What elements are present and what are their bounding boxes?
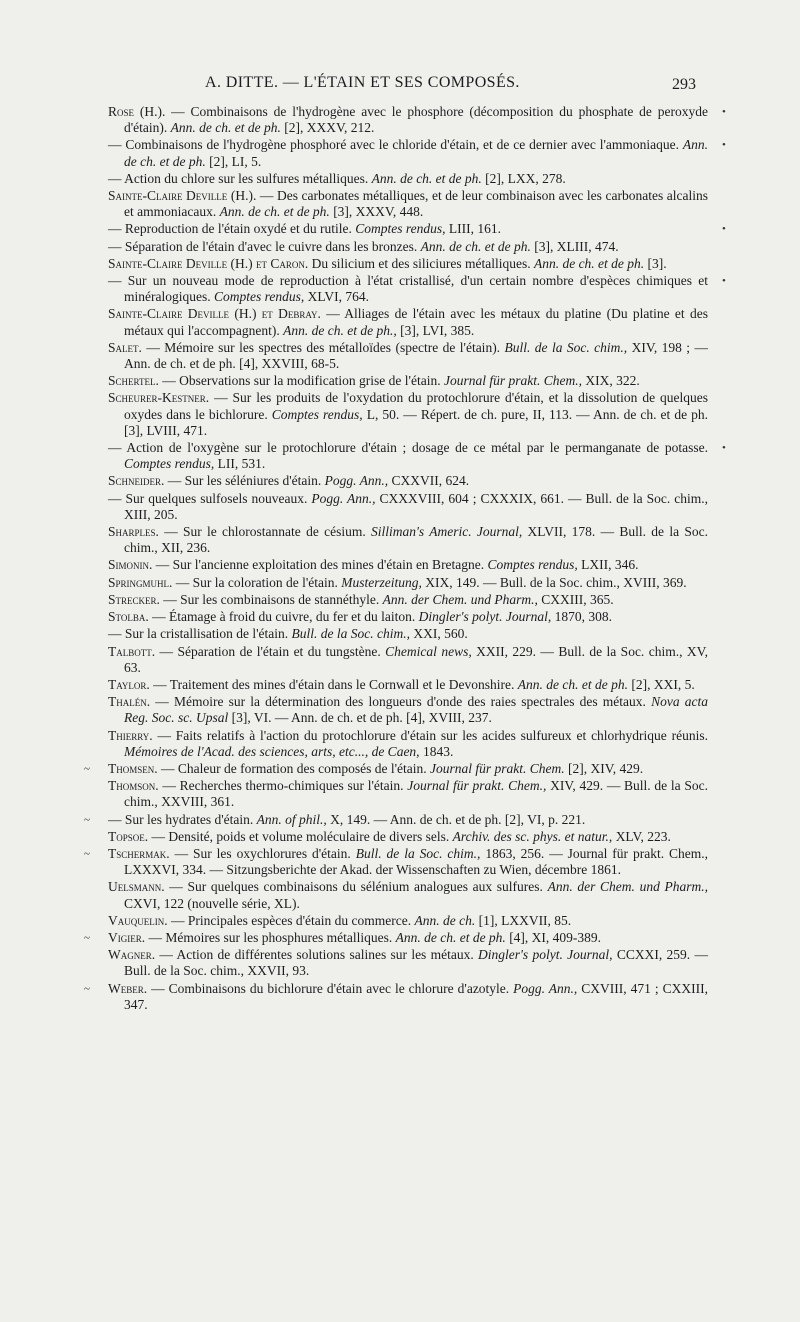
entry-source: Pogg. Ann., bbox=[311, 490, 376, 506]
bibliography-entry bbox=[108, 557, 708, 573]
entry-author: Scheurer-Kestner. bbox=[108, 390, 210, 406]
entry-title: — Séparation de l'étain et du tungstène. bbox=[155, 643, 386, 659]
entry-title: — Combinaisons du bichlorure d'étain avec le chlorure d'azotyle. bbox=[147, 980, 514, 996]
bibliography-entry bbox=[108, 913, 708, 929]
entry-author: Thierry. bbox=[108, 727, 153, 743]
entry-author: Tschermak. bbox=[108, 845, 170, 861]
entry-author: Stolba. bbox=[108, 609, 149, 625]
entry-reference: XLVII, 178. — Bull. de la Soc. chim., XII, 236. bbox=[124, 524, 708, 556]
entry-reference: [2], XIV, 429. bbox=[564, 760, 644, 776]
entry-author: Schneider. bbox=[108, 473, 165, 489]
entry-reference: XIX, 149. — Bull. de la Soc. chim., XVIII, 369. bbox=[421, 574, 687, 590]
entry-reference: [2], LXX, 278. bbox=[481, 170, 566, 186]
entry-source: Chemical news, bbox=[385, 643, 472, 659]
entry-author: Vauquelin. bbox=[108, 912, 168, 928]
entry-source: Ann. de ch. et de ph. bbox=[124, 137, 708, 169]
entry-reference: CXXVII, 624. bbox=[388, 473, 470, 489]
entry-title: — Principales espèces d'étain du commerce. bbox=[167, 912, 415, 928]
margin-mark: ~ bbox=[84, 983, 90, 995]
bibliography-entry bbox=[108, 188, 708, 220]
bibliography-entry bbox=[108, 829, 708, 845]
bibliography-entry bbox=[108, 104, 708, 136]
entry-reference: LIII, 161. bbox=[445, 221, 501, 237]
entry-reference: XIV, 429. — Bull. de la Soc. chim., XXVIII, 361. bbox=[124, 778, 708, 810]
entry-author: Vigier. bbox=[108, 929, 146, 945]
entry-source: Ann. de ch. et de ph. bbox=[219, 204, 330, 220]
entry-title: — Sur l'ancienne exploitation des mines d'étain en Bretagne. bbox=[152, 557, 488, 573]
entry-source: Mémoires de l'Acad. des sciences, arts, etc..., de Caen, bbox=[124, 743, 420, 759]
entry-reference: [3], XLIII, 474. bbox=[530, 238, 619, 254]
entry-title: — Sur la cristallisation de l'étain. bbox=[108, 626, 292, 642]
bibliography-entry bbox=[108, 390, 708, 439]
entry-source: Musterzeitung, bbox=[341, 574, 422, 590]
bibliography-entry bbox=[108, 812, 708, 828]
bibliography-entry bbox=[108, 626, 708, 642]
bibliography-entry bbox=[108, 778, 708, 810]
entry-author: Sainte-Claire Deville (H.). bbox=[108, 188, 257, 204]
entry-title: — Sur le chlorostannate de césium. bbox=[158, 524, 372, 540]
entry-source: Ann. de ch. et de ph. bbox=[371, 170, 482, 186]
entry-reference: CXVI, 122 (nouvelle série, XL). bbox=[124, 895, 300, 911]
entry-reference: [3], LVI, 385. bbox=[396, 322, 475, 338]
entry-reference: CXXXVIII, 604 ; CXXXIX, 661. — Bull. de la Soc. chim., XIII, 205. bbox=[124, 490, 708, 522]
entry-author: Topsoe. bbox=[108, 828, 149, 844]
entry-title: — Sur les combinaisons de stannéthyle. bbox=[159, 591, 383, 607]
bibliography-list bbox=[108, 104, 708, 1014]
entry-author: Thalén. bbox=[108, 694, 151, 710]
entry-reference: XIX, 322. bbox=[581, 373, 640, 389]
entry-author: Weber. bbox=[108, 980, 148, 996]
entry-reference: CXXIII, 365. bbox=[537, 591, 614, 607]
page-header bbox=[0, 74, 800, 100]
entry-author: Rose (H.). bbox=[108, 104, 166, 119]
entry-source: Nova acta Reg. Soc. sc. Upsal bbox=[124, 694, 708, 726]
bibliography-entry bbox=[108, 524, 708, 556]
bibliography-entry bbox=[108, 306, 708, 338]
entry-title: — Sur les oxychlorures d'étain. bbox=[169, 845, 356, 861]
bibliography-entry bbox=[108, 644, 708, 676]
entry-reference: 1843. bbox=[419, 743, 454, 759]
entry-source: Comptes rendus, bbox=[487, 557, 578, 573]
bibliography-entry bbox=[108, 256, 708, 272]
entry-title: — Sur les séléniures d'étain. bbox=[164, 473, 325, 489]
entry-author: Sainte-Claire Deville (H.) et Caron. bbox=[108, 255, 309, 271]
bibliography-entry bbox=[108, 981, 708, 1013]
margin-mark: • bbox=[722, 106, 726, 118]
bibliography-entry bbox=[108, 846, 708, 878]
entry-source: Bull. de la Soc. chim., bbox=[291, 626, 410, 642]
entry-author: Thomsen. bbox=[108, 760, 158, 776]
entry-reference: XLV, 223. bbox=[612, 828, 671, 844]
entry-source: Ann. de ch. et de ph. bbox=[170, 120, 281, 136]
entry-source: Ann. de ch. et de ph. bbox=[533, 255, 645, 271]
running-title: A. DITTE. — L'ÉTAIN ET SES COMPOSÉS. bbox=[205, 74, 520, 91]
entry-title: — Sur la coloration de l'étain. bbox=[172, 574, 342, 590]
entry-reference: X, 149. — Ann. de ch. et de ph. [2], VI, p. 221. bbox=[326, 811, 586, 827]
bibliography-entry bbox=[108, 930, 708, 946]
bibliography-entry bbox=[108, 609, 708, 625]
entry-reference: CXVIII, 471 ; CXXIII, 347. bbox=[124, 980, 708, 1012]
bibliography-entry bbox=[108, 575, 708, 591]
entry-title: — Chaleur de formation des composés de l'étain. bbox=[157, 760, 431, 776]
entry-reference: [3]. bbox=[644, 255, 667, 271]
entry-source: Journal für prakt. Chem. bbox=[430, 760, 565, 776]
entry-source: Pogg. Ann., bbox=[324, 473, 389, 489]
entry-reference: [2], LI, 5. bbox=[205, 153, 262, 169]
entry-title: — Sur un nouveau mode de reproduction à l'état cristallisé, d'un certain nombre d'espèces chimiques et minéralogiques. bbox=[108, 273, 708, 305]
entry-author: Taylor. bbox=[108, 676, 150, 692]
entry-reference: XLVI, 764. bbox=[304, 289, 369, 305]
bibliography-entry bbox=[108, 473, 708, 489]
entry-title: — Action du chlore sur les sulfures métalliques. bbox=[108, 170, 372, 186]
entry-reference: [1], LXXVII, 85. bbox=[475, 912, 572, 928]
entry-reference: [2], XXI, 5. bbox=[628, 676, 695, 692]
entry-author: Wagner. bbox=[108, 947, 156, 963]
entry-source: Ann. de ch. et de ph., bbox=[283, 322, 397, 338]
entry-author: Salet. bbox=[108, 339, 142, 355]
bibliography-entry bbox=[108, 340, 708, 372]
entry-reference: XXII, 229. — Bull. de la Soc. chim., XV, 63. bbox=[124, 643, 709, 675]
entry-source: Dingler's polyt. Journal, bbox=[418, 609, 552, 625]
bibliography-entry bbox=[108, 761, 708, 777]
entry-reference: [2], XXXV, 212. bbox=[280, 120, 375, 136]
entry-source: Archiv. des sc. phys. et natur., bbox=[452, 828, 613, 844]
entry-title: — Sur quelques combinaisons du sélénium analogues aux sulfures. bbox=[164, 879, 548, 895]
bibliography-entry bbox=[108, 694, 708, 726]
entry-title: — Faits relatifs à l'action du protochlorure d'étain sur les acides sulfureux et chlorhydrique réunis. bbox=[152, 727, 708, 743]
entry-source: Ann. de ch. bbox=[414, 912, 476, 928]
entry-title: — Des carbonates métalliques, et de leur combinaison avec les carbonates alcalins et ammoniacaux. bbox=[124, 188, 708, 220]
entry-author: Thomson. bbox=[108, 778, 159, 794]
entry-title: — Mémoires sur les phosphures métalliques. bbox=[145, 929, 396, 945]
entry-author: Strecker. bbox=[108, 591, 160, 607]
entry-source: Ann. der Chem. und Pharm., bbox=[547, 879, 708, 895]
entry-source: Comptes rendus, bbox=[355, 221, 446, 237]
bibliography-entry bbox=[108, 677, 708, 693]
entry-author: Sharples. bbox=[108, 524, 159, 540]
entry-source: Bull. de la Soc. chim., bbox=[355, 845, 481, 861]
entry-source: Bull. de la Soc. chim., bbox=[504, 339, 628, 355]
entry-title: — Étamage à froid du cuivre, du fer et du laiton. bbox=[148, 609, 419, 625]
bibliography-entry bbox=[108, 221, 708, 237]
entry-source: Pogg. Ann., bbox=[513, 980, 578, 996]
margin-mark: ~ bbox=[84, 848, 90, 860]
entry-reference: LXII, 346. bbox=[577, 557, 639, 573]
entry-title: — Recherches thermo-chimiques sur l'étain. bbox=[158, 778, 408, 794]
entry-title: — Traitement des mines d'étain dans le Cornwall et le Devonshire. bbox=[149, 676, 518, 692]
bibliography-entry bbox=[108, 373, 708, 389]
bibliography-entry bbox=[108, 137, 708, 169]
entry-author: Uelsmann. bbox=[108, 879, 165, 895]
margin-mark: ~ bbox=[84, 814, 90, 826]
entry-author: Talbott. bbox=[108, 643, 156, 659]
entry-reference: [4], XI, 409-389. bbox=[505, 929, 602, 945]
entry-title: Du silicium et des siliciures métalliques. bbox=[308, 255, 534, 271]
entry-title: — Action de l'oxygène sur le protochlorure d'étain ; dosage de ce métal par le permanganate de potasse. bbox=[108, 440, 708, 456]
entry-source: Ann. de ch. et de ph. bbox=[395, 929, 506, 945]
bibliography-entry bbox=[108, 491, 708, 523]
entry-reference: XXI, 560. bbox=[410, 626, 468, 642]
entry-reference: [3], VI. — Ann. de ch. et de ph. [4], XVIII, 237. bbox=[228, 710, 492, 726]
entry-reference: [3], XXXV, 448. bbox=[329, 204, 424, 220]
entry-title: — Mémoire sur la détermination des longueurs d'onde des raies spectrales des métaux. bbox=[150, 694, 652, 710]
entry-title: — Observations sur la modification grise de l'étain. bbox=[158, 373, 444, 389]
entry-author: Springmuhl. bbox=[108, 574, 173, 590]
entry-title: — Mémoire sur les spectres des métalloïdes (spectre de l'étain). bbox=[141, 339, 505, 355]
entry-title: — Sur les produits de l'oxydation du protochlorure d'étain, et la dissolution de quelques oxydes dans le bichlorure. bbox=[124, 390, 708, 422]
entry-title: — Séparation de l'étain d'avec le cuivre dans les bronzes. bbox=[108, 238, 421, 254]
entry-title: — Action de différentes solutions salines sur les métaux. bbox=[155, 947, 479, 963]
bibliography-entry bbox=[108, 273, 708, 305]
entry-source: Ann. de ch. et de ph. bbox=[420, 238, 531, 254]
page-number: 293 bbox=[672, 76, 696, 93]
entry-source: Comptes rendus, bbox=[124, 456, 215, 472]
entry-reference: XIV, 198 ; — Ann. de ch. et de ph. [4], XXVIII, 68-5. bbox=[124, 339, 708, 372]
bibliography-entry bbox=[108, 440, 708, 472]
entry-author: Simonin. bbox=[108, 557, 153, 573]
margin-mark: ~ bbox=[84, 932, 90, 944]
bibliography-entry bbox=[108, 728, 708, 760]
entry-reference: 1863, 256. — Journal für prakt. Chem., LXXXVI, 334. — Sitzungsberichte der Akad. der Wissenschaften zu Wien, décembre 1861. bbox=[124, 845, 709, 878]
entry-source: Journal für prakt. Chem., bbox=[407, 778, 547, 794]
entry-reference: 1870, 308. bbox=[551, 609, 613, 625]
entry-title: — Alliages de l'étain avec les métaux du platine (Du platine et des métaux qui l'accompagnent). bbox=[124, 306, 708, 338]
entry-source: Comptes rendus, bbox=[213, 289, 305, 305]
entry-source: Journal für prakt. Chem., bbox=[443, 373, 582, 389]
entry-title: — Densité, poids et volume moléculaire de divers sels. bbox=[148, 828, 453, 844]
bibliography-entry bbox=[108, 171, 708, 187]
entry-source: Comptes rendus, bbox=[271, 406, 363, 422]
bibliography-entry bbox=[108, 239, 708, 255]
entry-author: Sainte-Claire Deville (H.) et Debray. bbox=[108, 306, 321, 322]
entry-title: — Combinaisons de l'hydrogène phosphoré avec le chloride d'étain, et de ce dernier avec l'ammoniaque. bbox=[108, 137, 683, 153]
entry-title: — Combinaisons de l'hydrogène avec le phosphore (décomposition du phosphate de peroxyde d'étain). bbox=[124, 104, 708, 136]
entry-title: — Sur les hydrates d'étain. bbox=[108, 811, 257, 827]
entry-source: Silliman's Americ. Journal, bbox=[371, 524, 523, 540]
bibliography-entry bbox=[108, 592, 708, 608]
entry-title: — Reproduction de l'étain oxydé et du rutile. bbox=[108, 221, 356, 237]
entry-source: Ann. der Chem. und Pharm., bbox=[382, 591, 538, 607]
entry-source: Ann. of phil., bbox=[256, 811, 327, 827]
margin-mark: ~ bbox=[84, 763, 90, 775]
entry-source: Ann. de ch. et de ph. bbox=[517, 676, 629, 692]
bibliography-entry bbox=[108, 879, 708, 911]
entry-author: Schertel. bbox=[108, 373, 159, 389]
margin-mark: • bbox=[722, 223, 726, 235]
margin-mark: • bbox=[722, 442, 726, 454]
entry-reference: LII, 531. bbox=[214, 456, 266, 472]
entry-title: — Sur quelques sulfosels nouveaux. bbox=[108, 490, 312, 506]
bibliography-entry bbox=[108, 947, 708, 979]
margin-mark: • bbox=[722, 275, 726, 287]
margin-mark: • bbox=[722, 139, 726, 151]
entry-source: Dingler's polyt. Journal, bbox=[478, 947, 613, 963]
entry-reference: CCXXI, 259. — Bull. de la Soc. chim., XXVII, 93. bbox=[124, 947, 708, 979]
entry-reference: L, 50. — Répert. de ch. pure, II, 113. — Ann. de ch. et de ph. [3], LVIII, 471. bbox=[124, 406, 708, 438]
